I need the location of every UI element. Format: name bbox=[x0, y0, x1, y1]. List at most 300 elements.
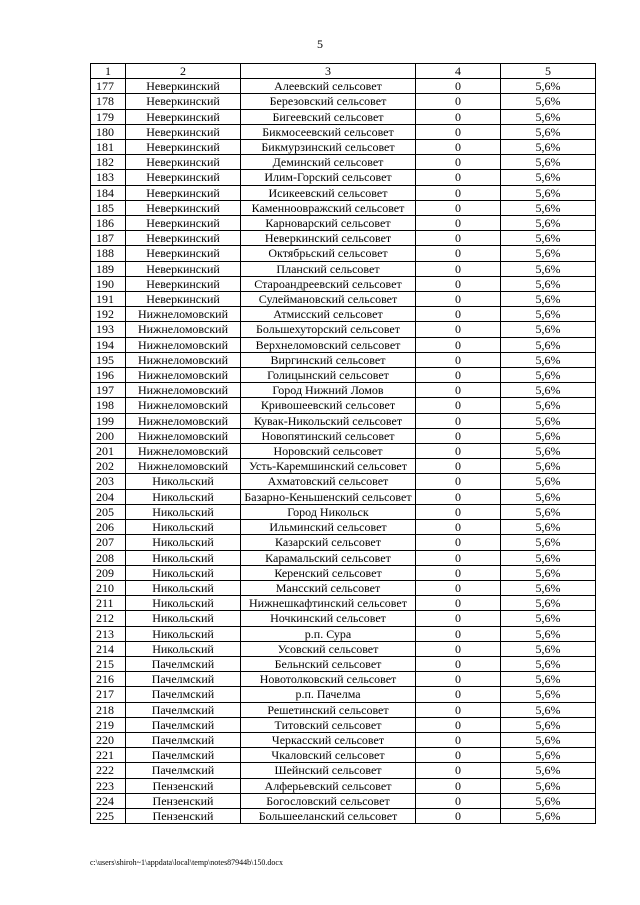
table-cell: 0 bbox=[416, 474, 501, 489]
table-cell: 224 bbox=[91, 793, 126, 808]
table-cell: 5,6% bbox=[501, 520, 596, 535]
table-row bbox=[91, 459, 596, 474]
table-row bbox=[91, 322, 596, 337]
table-cell: 0 bbox=[416, 246, 501, 261]
table-row bbox=[91, 368, 596, 383]
table-row bbox=[91, 337, 596, 352]
table-cell: 193 bbox=[91, 322, 126, 337]
table-cell: 221 bbox=[91, 748, 126, 763]
table-cell: Норовский сельсовет bbox=[241, 444, 416, 459]
table-cell: Керенский сельсовет bbox=[241, 565, 416, 580]
table-cell: Нижнеломовский bbox=[126, 352, 241, 367]
table-cell: Нижнеломовский bbox=[126, 459, 241, 474]
table-cell: Верхнеломовский сельсовет bbox=[241, 337, 416, 352]
table-cell: Октябрьский сельсовет bbox=[241, 246, 416, 261]
table-cell: Пачелмский bbox=[126, 656, 241, 671]
table-cell: 190 bbox=[91, 276, 126, 291]
table-cell: 5,6% bbox=[501, 413, 596, 428]
table-cell: 0 bbox=[416, 444, 501, 459]
table-row bbox=[91, 216, 596, 231]
table-cell: 5,6% bbox=[501, 398, 596, 413]
column-header: 4 bbox=[416, 64, 501, 79]
table-cell: 0 bbox=[416, 550, 501, 565]
table-cell: Виргинский сельсовет bbox=[241, 352, 416, 367]
table-cell: Ахматовский сельсовет bbox=[241, 474, 416, 489]
table-row bbox=[91, 717, 596, 732]
table-cell: 0 bbox=[416, 140, 501, 155]
table-cell: Казарский сельсовет bbox=[241, 535, 416, 550]
table-cell: 0 bbox=[416, 79, 501, 94]
table-cell: 225 bbox=[91, 808, 126, 823]
table-cell: 204 bbox=[91, 489, 126, 504]
table-row bbox=[91, 261, 596, 276]
table-cell: 0 bbox=[416, 687, 501, 702]
table-cell: Неверкинский сельсовет bbox=[241, 231, 416, 246]
table-cell: 5,6% bbox=[501, 641, 596, 656]
table-cell: Карноварский сельсовет bbox=[241, 216, 416, 231]
table-cell: Нижнешкафтинский сельсовет bbox=[241, 596, 416, 611]
table-cell: Нижнеломовский bbox=[126, 322, 241, 337]
table-row bbox=[91, 535, 596, 550]
table-cell: Шейнский сельсовет bbox=[241, 763, 416, 778]
table-cell: 202 bbox=[91, 459, 126, 474]
table-cell: Никольский bbox=[126, 489, 241, 504]
table-cell: Большееланский сельсовет bbox=[241, 808, 416, 823]
table-cell: Пензенский bbox=[126, 793, 241, 808]
table-cell: 199 bbox=[91, 413, 126, 428]
table-cell: Пачелмский bbox=[126, 672, 241, 687]
table-cell: Город Никольск bbox=[241, 504, 416, 519]
table-cell: 0 bbox=[416, 641, 501, 656]
table-cell: 214 bbox=[91, 641, 126, 656]
table-cell: Атмисский сельсовет bbox=[241, 307, 416, 322]
table-cell: Голицынский сельсовет bbox=[241, 368, 416, 383]
table-cell: Неверкинский bbox=[126, 276, 241, 291]
table-cell: 5,6% bbox=[501, 626, 596, 641]
table-row bbox=[91, 124, 596, 139]
table-cell: 206 bbox=[91, 520, 126, 535]
table-cell: Чкаловский сельсовет bbox=[241, 748, 416, 763]
column-header: 1 bbox=[91, 64, 126, 79]
table-cell: р.п. Пачелма bbox=[241, 687, 416, 702]
table-cell: 180 bbox=[91, 124, 126, 139]
table-cell: Неверкинский bbox=[126, 185, 241, 200]
table-cell: 196 bbox=[91, 368, 126, 383]
table-cell: 5,6% bbox=[501, 611, 596, 626]
table-cell: Никольский bbox=[126, 596, 241, 611]
table-row bbox=[91, 109, 596, 124]
table-row bbox=[91, 672, 596, 687]
table-cell: Никольский bbox=[126, 641, 241, 656]
table-cell: 207 bbox=[91, 535, 126, 550]
table-cell: Илим-Горский сельсовет bbox=[241, 170, 416, 185]
table-cell: Алеевский сельсовет bbox=[241, 79, 416, 94]
table-cell: 212 bbox=[91, 611, 126, 626]
table-row bbox=[91, 520, 596, 535]
table-cell: 0 bbox=[416, 565, 501, 580]
table-cell: Усть-Каремшинский сельсовет bbox=[241, 459, 416, 474]
table-cell: Бикмосеевский сельсовет bbox=[241, 124, 416, 139]
table-cell: 185 bbox=[91, 200, 126, 215]
table-cell: Неверкинский bbox=[126, 94, 241, 109]
table-cell: 5,6% bbox=[501, 808, 596, 823]
table-cell: 200 bbox=[91, 428, 126, 443]
table-cell: Пачелмский bbox=[126, 732, 241, 747]
table-cell: 220 bbox=[91, 732, 126, 747]
table-cell: 217 bbox=[91, 687, 126, 702]
table-cell: 0 bbox=[416, 596, 501, 611]
table-row bbox=[91, 444, 596, 459]
table-row bbox=[91, 307, 596, 322]
table-cell: 0 bbox=[416, 94, 501, 109]
table-cell: 183 bbox=[91, 170, 126, 185]
table-cell: 5,6% bbox=[501, 383, 596, 398]
table-cell: 223 bbox=[91, 778, 126, 793]
table-cell: 209 bbox=[91, 565, 126, 580]
table-cell: 5,6% bbox=[501, 748, 596, 763]
table-row bbox=[91, 504, 596, 519]
table-cell: Планский сельсовет bbox=[241, 261, 416, 276]
table-cell: 0 bbox=[416, 337, 501, 352]
table-cell: 5,6% bbox=[501, 155, 596, 170]
table-body bbox=[91, 79, 596, 824]
table-cell: 0 bbox=[416, 200, 501, 215]
table-cell: 5,6% bbox=[501, 717, 596, 732]
table-row bbox=[91, 778, 596, 793]
table-cell: 178 bbox=[91, 94, 126, 109]
table-cell: Неверкинский bbox=[126, 216, 241, 231]
table-row bbox=[91, 231, 596, 246]
table-cell: Нижнеломовский bbox=[126, 428, 241, 443]
table-cell: 5,6% bbox=[501, 550, 596, 565]
table-cell: 5,6% bbox=[501, 656, 596, 671]
column-header: 2 bbox=[126, 64, 241, 79]
table-cell: 5,6% bbox=[501, 261, 596, 276]
table-cell: 211 bbox=[91, 596, 126, 611]
table-cell: 5,6% bbox=[501, 185, 596, 200]
table-row bbox=[91, 428, 596, 443]
table-cell: 5,6% bbox=[501, 352, 596, 367]
table-cell: Большехуторский сельсовет bbox=[241, 322, 416, 337]
table-row bbox=[91, 550, 596, 565]
table-cell: Ночкинский сельсовет bbox=[241, 611, 416, 626]
page-number: 5 bbox=[317, 37, 323, 51]
table-cell: Нижнеломовский bbox=[126, 368, 241, 383]
table-cell: 198 bbox=[91, 398, 126, 413]
table-row bbox=[91, 292, 596, 307]
table-cell: 0 bbox=[416, 626, 501, 641]
table-cell: 5,6% bbox=[501, 687, 596, 702]
table-row bbox=[91, 200, 596, 215]
table-cell: 0 bbox=[416, 276, 501, 291]
table-cell: 5,6% bbox=[501, 580, 596, 595]
table-cell: Решетинский сельсовет bbox=[241, 702, 416, 717]
table-cell: 5,6% bbox=[501, 672, 596, 687]
table-cell: 5,6% bbox=[501, 732, 596, 747]
table-row bbox=[91, 626, 596, 641]
table-row bbox=[91, 793, 596, 808]
table-cell: Неверкинский bbox=[126, 79, 241, 94]
table-row bbox=[91, 413, 596, 428]
table-cell: Нижнеломовский bbox=[126, 383, 241, 398]
table-cell: Усовский сельсовет bbox=[241, 641, 416, 656]
table-cell: Никольский bbox=[126, 474, 241, 489]
table-cell: 5,6% bbox=[501, 79, 596, 94]
table-cell: 0 bbox=[416, 535, 501, 550]
table-row bbox=[91, 763, 596, 778]
table-cell: 194 bbox=[91, 337, 126, 352]
table-cell: Нижнеломовский bbox=[126, 337, 241, 352]
table-row bbox=[91, 596, 596, 611]
table-row bbox=[91, 808, 596, 823]
table-row bbox=[91, 641, 596, 656]
table-row bbox=[91, 246, 596, 261]
table-cell: 5,6% bbox=[501, 246, 596, 261]
table-cell: 210 bbox=[91, 580, 126, 595]
table-cell: 5,6% bbox=[501, 94, 596, 109]
table-cell: 5,6% bbox=[501, 459, 596, 474]
table-cell: Неверкинский bbox=[126, 124, 241, 139]
table-row bbox=[91, 702, 596, 717]
table-cell: Пензенский bbox=[126, 778, 241, 793]
table-cell: 184 bbox=[91, 185, 126, 200]
table-cell: Пачелмский bbox=[126, 748, 241, 763]
table-cell: Нижнеломовский bbox=[126, 444, 241, 459]
table-row bbox=[91, 580, 596, 595]
table-cell: 0 bbox=[416, 124, 501, 139]
table-cell: Нижнеломовский bbox=[126, 398, 241, 413]
table-cell: 197 bbox=[91, 383, 126, 398]
table-row bbox=[91, 155, 596, 170]
table-cell: Пачелмский bbox=[126, 687, 241, 702]
table-cell: 0 bbox=[416, 109, 501, 124]
table-cell: 0 bbox=[416, 413, 501, 428]
table-cell: 5,6% bbox=[501, 109, 596, 124]
table-cell: Березовский сельсовет bbox=[241, 94, 416, 109]
table-cell: 0 bbox=[416, 170, 501, 185]
table-cell: Никольский bbox=[126, 580, 241, 595]
table-cell: 0 bbox=[416, 504, 501, 519]
table-cell: 177 bbox=[91, 79, 126, 94]
table-cell: 5,6% bbox=[501, 535, 596, 550]
table-cell: Новопятинский сельсовет bbox=[241, 428, 416, 443]
table-cell: 218 bbox=[91, 702, 126, 717]
table-cell: 0 bbox=[416, 185, 501, 200]
data-table bbox=[90, 63, 596, 824]
table-cell: Пензенский bbox=[126, 808, 241, 823]
table-cell: 0 bbox=[416, 656, 501, 671]
table-cell: 201 bbox=[91, 444, 126, 459]
table-cell: Неверкинский bbox=[126, 170, 241, 185]
table-cell: 0 bbox=[416, 748, 501, 763]
table-row bbox=[91, 352, 596, 367]
table-cell: 208 bbox=[91, 550, 126, 565]
table-cell: Черкасский сельсовет bbox=[241, 732, 416, 747]
table-row bbox=[91, 611, 596, 626]
table-cell: 5,6% bbox=[501, 763, 596, 778]
table-cell: 0 bbox=[416, 672, 501, 687]
table-cell: 0 bbox=[416, 808, 501, 823]
table-cell: 182 bbox=[91, 155, 126, 170]
table-row bbox=[91, 79, 596, 94]
table-row bbox=[91, 748, 596, 763]
table-cell: 5,6% bbox=[501, 216, 596, 231]
table-cell: Никольский bbox=[126, 535, 241, 550]
table-cell: р.п. Сура bbox=[241, 626, 416, 641]
table-cell: 0 bbox=[416, 368, 501, 383]
table-cell: Каменноовражский сельсовет bbox=[241, 200, 416, 215]
table-cell: Богословский сельсовет bbox=[241, 793, 416, 808]
table-cell: 186 bbox=[91, 216, 126, 231]
table-cell: 0 bbox=[416, 307, 501, 322]
table-cell: Неверкинский bbox=[126, 200, 241, 215]
table-cell: Неверкинский bbox=[126, 261, 241, 276]
table-cell: 191 bbox=[91, 292, 126, 307]
table-cell: 5,6% bbox=[501, 565, 596, 580]
table-cell: 219 bbox=[91, 717, 126, 732]
table-cell: 5,6% bbox=[501, 124, 596, 139]
table-cell: 213 bbox=[91, 626, 126, 641]
table-cell: 203 bbox=[91, 474, 126, 489]
table-cell: Карамальский сельсовет bbox=[241, 550, 416, 565]
table-cell: 195 bbox=[91, 352, 126, 367]
table-cell: Нижнеломовский bbox=[126, 307, 241, 322]
table-cell: 181 bbox=[91, 140, 126, 155]
table-cell: Пачелмский bbox=[126, 702, 241, 717]
table-cell: 5,6% bbox=[501, 307, 596, 322]
table-cell: 5,6% bbox=[501, 596, 596, 611]
table-cell: Базарно-Кеньшенский сельсовет bbox=[241, 489, 416, 504]
table-cell: Никольский bbox=[126, 520, 241, 535]
table-row bbox=[91, 170, 596, 185]
table-cell: 5,6% bbox=[501, 793, 596, 808]
table-row bbox=[91, 474, 596, 489]
table-cell: 0 bbox=[416, 352, 501, 367]
table-cell: Новотолковский сельсовет bbox=[241, 672, 416, 687]
table-cell: 222 bbox=[91, 763, 126, 778]
table-cell: 0 bbox=[416, 611, 501, 626]
table-cell: 5,6% bbox=[501, 292, 596, 307]
table-cell: Неверкинский bbox=[126, 231, 241, 246]
table-cell: Неверкинский bbox=[126, 246, 241, 261]
table-cell: 0 bbox=[416, 292, 501, 307]
table-cell: 5,6% bbox=[501, 778, 596, 793]
table-cell: Исикеевский сельсовет bbox=[241, 185, 416, 200]
table-cell: 5,6% bbox=[501, 276, 596, 291]
table-cell: 5,6% bbox=[501, 140, 596, 155]
table-cell: Кривошеевский сельсовет bbox=[241, 398, 416, 413]
table-cell: Титовский сельсовет bbox=[241, 717, 416, 732]
table-cell: 205 bbox=[91, 504, 126, 519]
table-cell: 0 bbox=[416, 261, 501, 276]
table-cell: Пачелмский bbox=[126, 717, 241, 732]
table-cell: 5,6% bbox=[501, 322, 596, 337]
column-header: 5 bbox=[501, 64, 596, 79]
table-cell: 188 bbox=[91, 246, 126, 261]
table-cell: 5,6% bbox=[501, 444, 596, 459]
table-cell: 216 bbox=[91, 672, 126, 687]
table-row bbox=[91, 185, 596, 200]
table-cell: Неверкинский bbox=[126, 140, 241, 155]
table-cell: Неверкинский bbox=[126, 292, 241, 307]
table-row bbox=[91, 276, 596, 291]
table-cell: 0 bbox=[416, 520, 501, 535]
table-cell: Ильминский сельсовет bbox=[241, 520, 416, 535]
table-cell: Никольский bbox=[126, 611, 241, 626]
table-cell: 0 bbox=[416, 428, 501, 443]
table-cell: Мансский сельсовет bbox=[241, 580, 416, 595]
table-header-row bbox=[91, 64, 596, 79]
table-cell: 187 bbox=[91, 231, 126, 246]
table-cell: 0 bbox=[416, 717, 501, 732]
table-cell: 5,6% bbox=[501, 368, 596, 383]
table-cell: Никольский bbox=[126, 565, 241, 580]
table-cell: 0 bbox=[416, 459, 501, 474]
table-cell: Никольский bbox=[126, 504, 241, 519]
table-cell: 0 bbox=[416, 778, 501, 793]
table-cell: 189 bbox=[91, 261, 126, 276]
table-cell: Староандреевский сельсовет bbox=[241, 276, 416, 291]
table-cell: 0 bbox=[416, 702, 501, 717]
table-cell: Город Нижний Ломов bbox=[241, 383, 416, 398]
table-cell: Неверкинский bbox=[126, 155, 241, 170]
table-cell: 0 bbox=[416, 322, 501, 337]
table-cell: 5,6% bbox=[501, 170, 596, 185]
table-cell: 215 bbox=[91, 656, 126, 671]
table-cell: Бельнский сельсовет bbox=[241, 656, 416, 671]
table-row bbox=[91, 489, 596, 504]
table-cell: Нижнеломовский bbox=[126, 413, 241, 428]
table-cell: 0 bbox=[416, 489, 501, 504]
table-cell: Никольский bbox=[126, 626, 241, 641]
table-cell: 0 bbox=[416, 732, 501, 747]
table-row bbox=[91, 687, 596, 702]
table-cell: 5,6% bbox=[501, 702, 596, 717]
table-cell: Неверкинский bbox=[126, 109, 241, 124]
table-cell: 0 bbox=[416, 580, 501, 595]
table-row bbox=[91, 732, 596, 747]
table-cell: 0 bbox=[416, 155, 501, 170]
table-cell: Бикмурзинский сельсовет bbox=[241, 140, 416, 155]
table-row bbox=[91, 656, 596, 671]
table-cell: 5,6% bbox=[501, 428, 596, 443]
table-row bbox=[91, 383, 596, 398]
table-cell: 0 bbox=[416, 216, 501, 231]
table-row bbox=[91, 94, 596, 109]
column-header: 3 bbox=[241, 64, 416, 79]
table-cell: Пачелмский bbox=[126, 763, 241, 778]
table-cell: 5,6% bbox=[501, 337, 596, 352]
table-cell: Алферьевский сельсовет bbox=[241, 778, 416, 793]
table-cell: 0 bbox=[416, 383, 501, 398]
table-cell: 179 bbox=[91, 109, 126, 124]
table-row bbox=[91, 398, 596, 413]
table-cell: 5,6% bbox=[501, 504, 596, 519]
table-cell: 5,6% bbox=[501, 489, 596, 504]
table-cell: Сулеймановский сельсовет bbox=[241, 292, 416, 307]
table-cell: 5,6% bbox=[501, 231, 596, 246]
table-row bbox=[91, 140, 596, 155]
table-cell: 0 bbox=[416, 231, 501, 246]
document-path-footer: c:\users\shiroh~1\appdata\local\temp\notes87944b\150.docx bbox=[90, 858, 283, 867]
table-cell: Деминский сельсовет bbox=[241, 155, 416, 170]
table-cell: Никольский bbox=[126, 550, 241, 565]
table-cell: Кувак-Никольский сельсовет bbox=[241, 413, 416, 428]
table-cell: 0 bbox=[416, 763, 501, 778]
table-cell: Бигеевский сельсовет bbox=[241, 109, 416, 124]
table-cell: 5,6% bbox=[501, 474, 596, 489]
table-cell: 0 bbox=[416, 793, 501, 808]
